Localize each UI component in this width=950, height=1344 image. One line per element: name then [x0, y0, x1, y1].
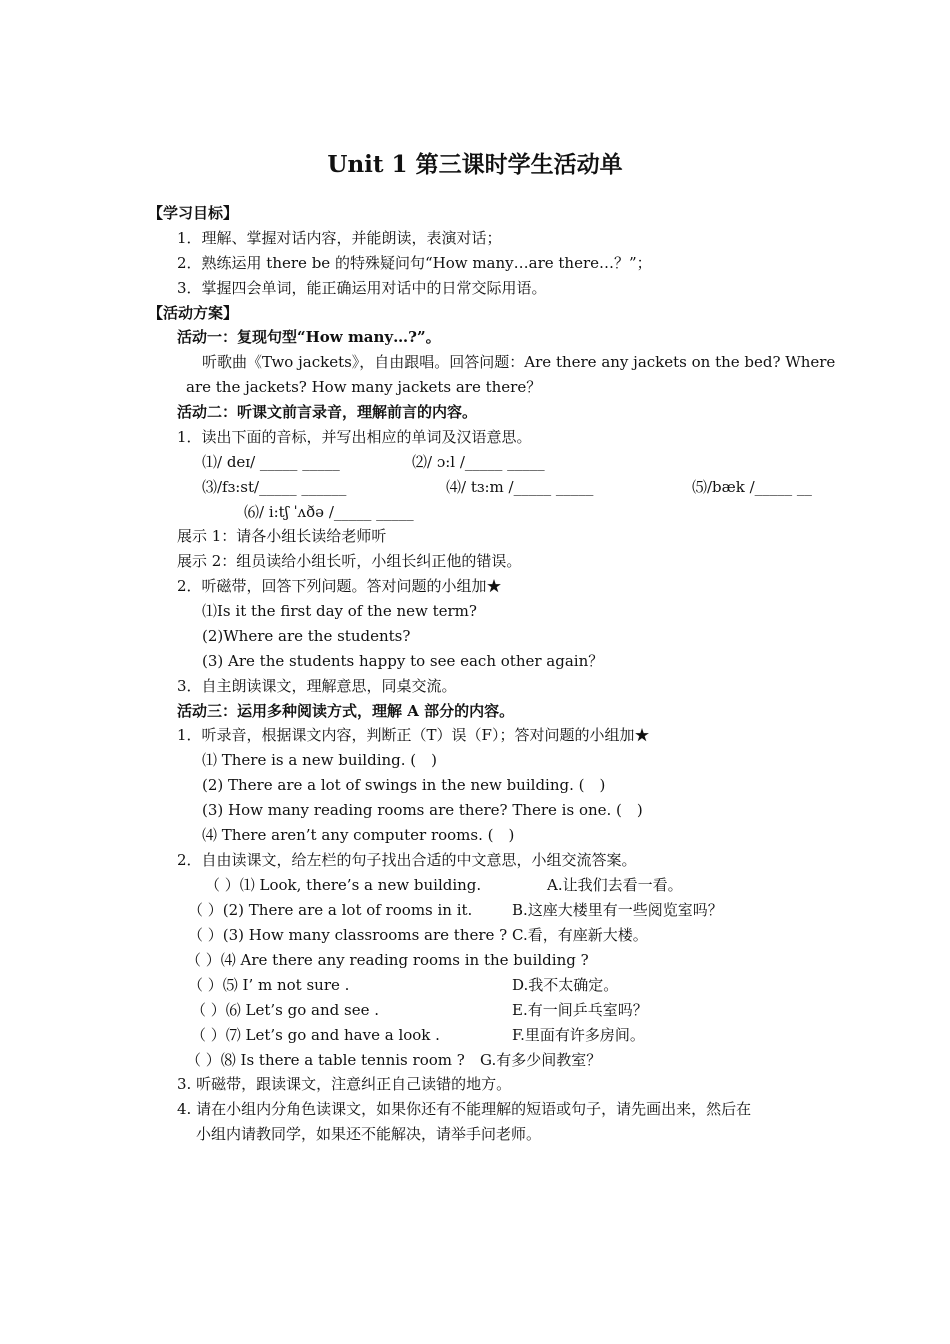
plan-header: 【活动方案】 — [148, 304, 239, 322]
listening-question: (2)Where are the students? — [202, 627, 411, 645]
show-text: 展示 2：组员读给小组长听，小组长纠正他的错误。 — [177, 552, 522, 570]
true-false-item: ⑴ There is a new building. ( ) — [202, 751, 438, 769]
phonetic-item: ⑴/ deɪ/ _____ _____ — [202, 453, 340, 471]
listening-question: ⑴Is it the first day of the new term? — [202, 602, 477, 620]
match-left-item: （ ）⑹ Let’s go and see . — [191, 1001, 379, 1019]
phonetic-item: ⑶/fɜ:st/_____ ______ — [202, 478, 347, 496]
match-right-item: D.我不太确定。 — [512, 976, 619, 994]
activity1-text: 听歌曲《Two jackets》，自由跟唱。回答问题：Are there any jackets on the bed? Where — [202, 353, 836, 371]
phonetic-item: ⑵/ ɔ:l /_____ _____ — [412, 453, 545, 471]
activity3-heading: 活动三：运用多种阅读方式，理解 A 部分的内容。 — [177, 702, 515, 720]
match-left-item: （ ）(3) How many classrooms are there ? — [188, 926, 508, 944]
match-right-item: E.有一间乒乓室吗？ — [512, 1001, 648, 1019]
activity2-question: 1．读出下面的音标，并写出相应的单词及汉语意思。 — [177, 428, 532, 446]
match-left-item: （ ）⑸ I’ m not sure . — [188, 976, 350, 994]
match-right-item: A.让我们去看一看。 — [547, 876, 683, 894]
listening-question: (3) Are the students happy to see each other again？ — [202, 652, 604, 670]
star-icon: ★ — [486, 577, 502, 595]
match-left-item: （ ）⑺ Let’s go and have a look . — [191, 1026, 440, 1044]
activity2-question: 3．自主朗读课文，理解意思，同桌交流。 — [177, 677, 457, 695]
match-left-item: （ ）⑻ Is there a table tennis room ? — [186, 1051, 465, 1069]
match-right-item: F.里面有许多房间。 — [512, 1026, 645, 1044]
match-left-item: （ ）⑴ Look, there’s a new building. — [205, 876, 482, 894]
question-text: 1．听录音，根据课文内容，判断正（T）误（F）；答对问题的小组加 — [177, 726, 635, 744]
phonetic-item: ⑸/bæk /_____ __ — [692, 478, 812, 496]
true-false-item: (3) How many reading rooms are there? There is one. ( ) — [202, 801, 643, 819]
goal-item: 1．理解、掌握对话内容，并能朗读，表演对话； — [177, 229, 502, 247]
match-right-item: B.这座大楼里有一些阅览室吗？ — [512, 901, 723, 919]
activity3-question: 4. 请在小组内分角色读课文，如果你还有不能理解的短语或句子，请先画出来，然后在 — [177, 1100, 752, 1118]
activity2-heading: 活动二：听课文前言录音，理解前言的内容。 — [177, 403, 478, 421]
activity1-heading: 活动一：复现句型“How many…?”。 — [177, 328, 441, 346]
match-left-item: （ ）⑷ Are there any reading rooms in the building ? — [186, 951, 589, 969]
activity2-question — [177, 575, 502, 597]
true-false-item: (2) There are a lot of swings in the new building. ( ) — [202, 776, 606, 794]
star-icon: ★ — [634, 726, 650, 744]
true-false-item: ⑷ There aren’t any computer rooms. ( ) — [202, 826, 515, 844]
match-right-item: C.看，有座新大楼。 — [512, 926, 648, 944]
question-text: 2．听磁带，回答下列问题。答对问题的小组加 — [177, 577, 487, 595]
activity1-text: are the jackets? How many jackets are there？ — [186, 378, 542, 396]
activity3-question: 2．自由读课文，给左栏的句子找出合适的中文意思，小组交流答案。 — [177, 851, 637, 869]
show-text: 展示 1：请各小组长读给老师听 — [177, 527, 387, 545]
phonetic-item: ⑷/ tɜ:m /_____ _____ — [446, 478, 594, 496]
goal-item: 2．熟练运用 there be 的特殊疑问句“How many…are there…？”； — [177, 254, 652, 272]
activity3-question: 小组内请教同学，如果还不能解决，请举手问老师。 — [196, 1125, 542, 1143]
match-left-item: （ ）(2) There are a lot of rooms in it. — [188, 901, 473, 919]
activity3-question — [177, 724, 649, 746]
page-title: Unit 1 第三课时学生活动单 — [327, 151, 623, 178]
goal-item: 3．掌握四会单词，能正确运用对话中的日常交际用语。 — [177, 279, 547, 297]
phonetic-item: ⑹/ i:tʃ ˈʌðə /_____ _____ — [244, 503, 414, 521]
activity3-question: 3. 听磁带，跟读课文，注意纠正自己读错的地方。 — [177, 1075, 512, 1093]
match-right-item: G.有多少间教室？ — [480, 1051, 602, 1069]
goals-header: 【学习目标】 — [148, 204, 239, 222]
